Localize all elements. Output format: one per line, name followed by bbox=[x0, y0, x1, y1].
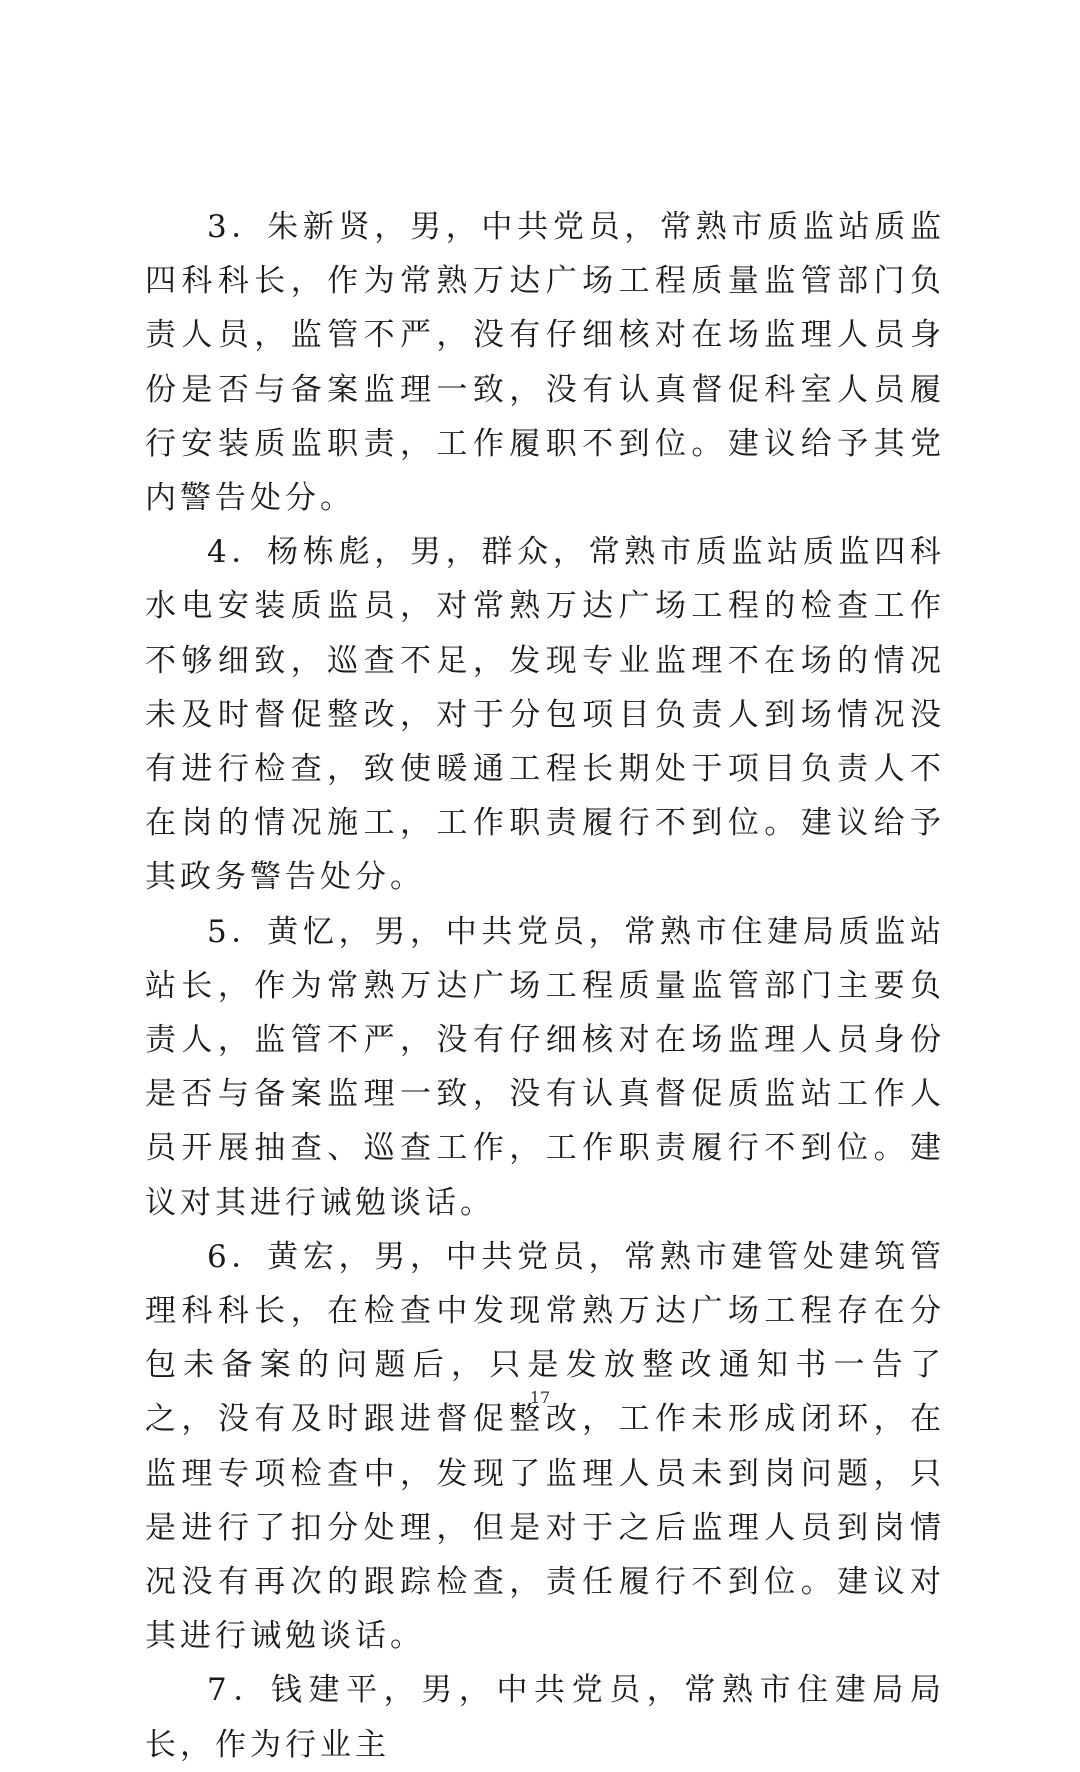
paragraph-item-3: 3．朱新贤，男，中共党员，常熟市质监站质监四科科长，作为常熟万达广场工程质量监管部门负责人员，监管不严，没有仔细核对在场监理人员身份是否与备案监理一致，没有认真督促科室人员履行安装质监职责，工作履职不到位。建议给予其党内警告处分。 bbox=[145, 209, 945, 517]
document-body bbox=[145, 200, 945, 1772]
page-number: 17 bbox=[529, 1388, 551, 1407]
paragraph-item-4: 4．杨栋彪，男，群众，常熟市质监站质监四科水电安装质监员，对常熟万达广场工程的检查工作不够细致，巡查不足，发现专业监理不在场的情况未及时督促整改，对于分包项目负责人到场情况没有进行检查，致使暖通工程长期处于项目负责人不在岗的情况施工，工作职责履行不到位。建议给予其政务警告处分。 bbox=[145, 534, 945, 896]
paragraph-item-6: 6．黄宏，男，中共党员，常熟市建管处建筑管理科科长，在检查中发现常熟万达广场工程存在分包未备案的问题后，只是发放整改通知书一告了之，没有及时跟进督促整改，工作未形成闭环，在监理专项检查中，发现了监理人员未到岗问题，只是进行了扣分处理，但是对于之后监理人员到岗情况没有再次的跟踪检查，责任履行不到位。建议对其进行诫勉谈话。 bbox=[145, 1238, 945, 1655]
paragraph-item-7: 7．钱建平，男，中共党员，常熟市住建局局长，作为行业主 bbox=[145, 1672, 945, 1763]
paragraph-item-5: 5．黄忆，男，中共党员，常熟市住建局质监站站长，作为常熟万达广场工程质量监管部门主要负责人，监管不严，没有仔细核对在场监理人员身份是否与备案监理一致，没有认真督促质监站工作人员开展抽查、巡查工作，工作职责履行不到位。建议对其进行诫勉谈话。 bbox=[145, 913, 945, 1221]
